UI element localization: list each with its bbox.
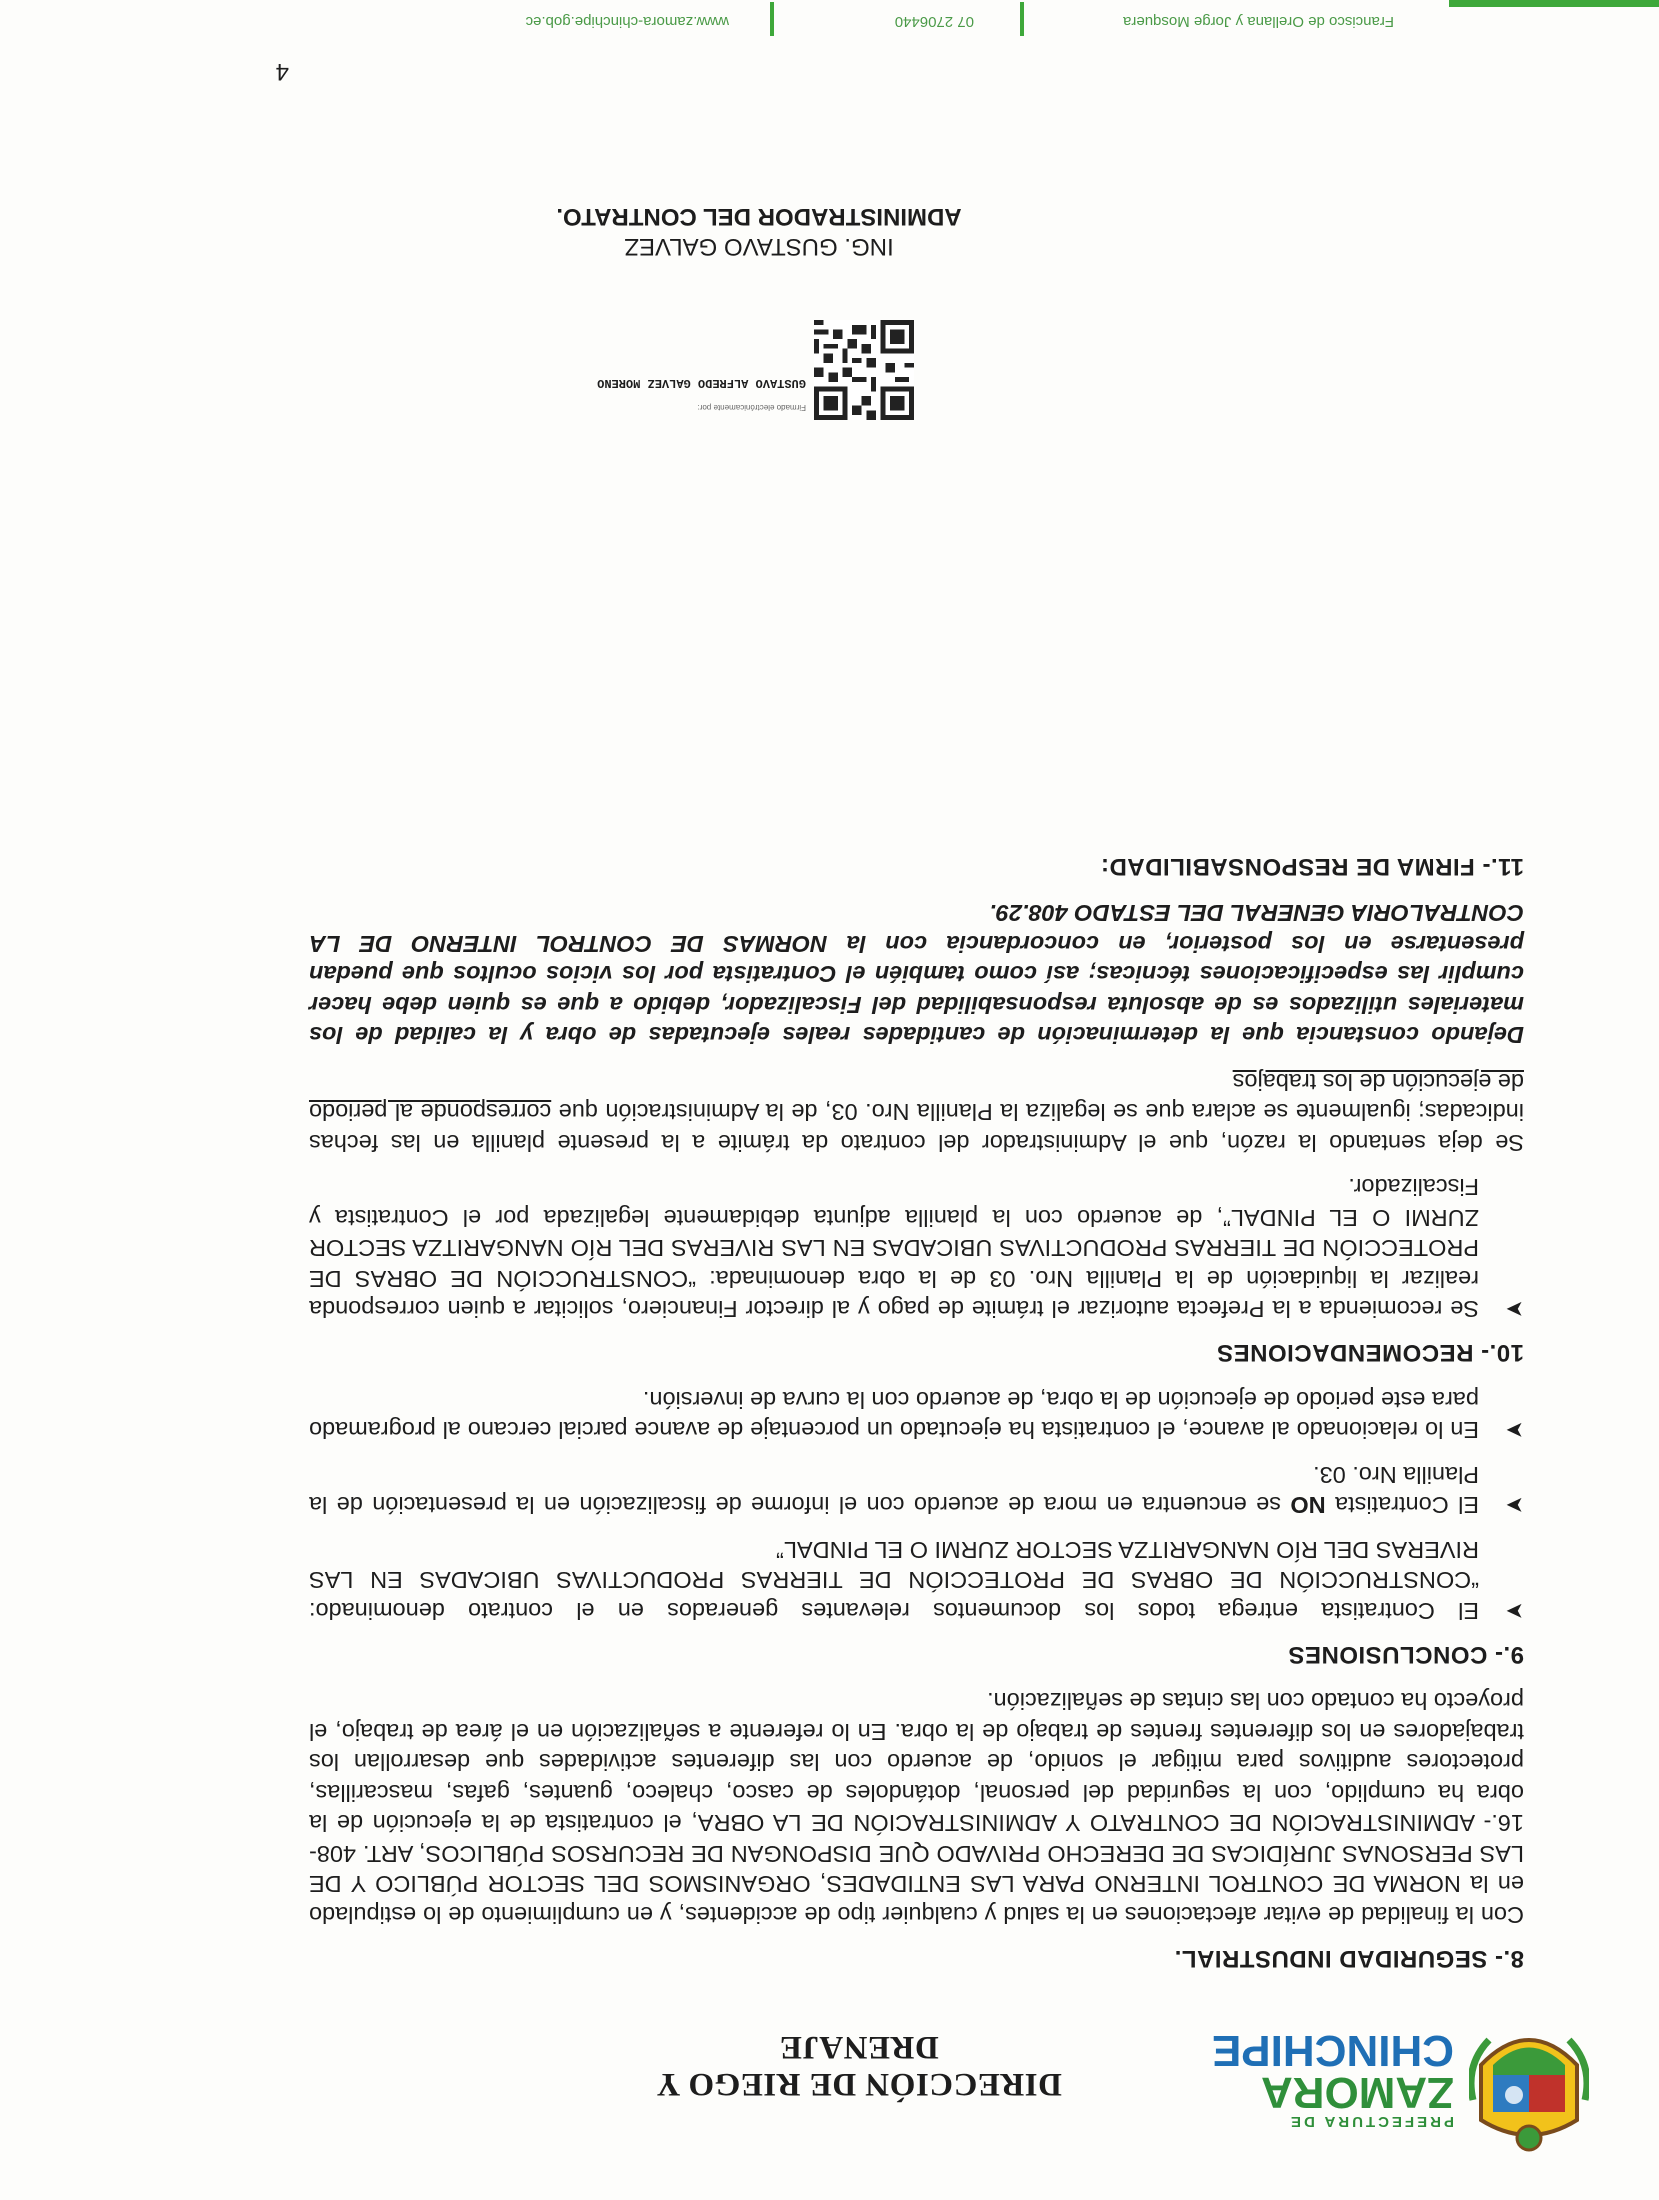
arrow-bullet-icon: ➤ (1505, 1599, 1524, 1624)
bullet-text: El Contratista entrega todos los documentos relevantes generados en el contrato denominado: “CONSTRUCCIÓN DE OBRAS DE PROTECCIÓN DE TIERRAS PRODUCTIVAS UBICADAS EN LAS RIVERAS DEL RÍO NANGARITZA SECTOR ZURMI O EL PINDAL” (309, 1537, 1479, 1624)
list-item (309, 1535, 1524, 1627)
qr-code-icon (814, 320, 914, 420)
arrow-bullet-icon: ➤ (1505, 1297, 1524, 1323)
signer-role: ADMINISTRADOR DEL CONTRATO. (556, 203, 962, 230)
bullet-text: En lo relacionado al avance, el contratista ha ejecutado un porcentaje de avance parcial cercano al programado para este periodo de ejecución de la obra, de acuerdo con la curva de inversión. (309, 1387, 1479, 1444)
section-paragraph: Dejando constancia que la determinación de cantidades reales ejecutadas de obra y la calidad de los materiales utilizados es de absoluta responsabilidad del Fiscalizador, debido a que es quien debe hacer cumplir las especificaciones técnicas; así como también el Contratista por los vicios ocultos que puedan presentarse en los posterior, en concordancia con la NORMAS DE CONTROL INTERNO DE LA CONTRALORIA GENERAL DEL ESTADO 408.29. (309, 900, 1524, 1049)
list-item (309, 1172, 1524, 1325)
prefecture-brand (1204, 2026, 1454, 2130)
footer-separator (770, 2, 774, 36)
brand-prefix: PREFECTURA DE (1288, 2113, 1454, 2130)
section-conclusions (309, 1385, 1524, 1669)
stamp-caption: Firmado electrónicamente por: (697, 403, 806, 412)
bullet-text-part: se encuentra en mora de acuerdo con el informe de fiscalización en la presentación de la Planilla Nro. 03. (309, 1462, 1479, 1519)
letterhead (89, 2010, 1589, 2160)
electronic-signature-stamp (584, 310, 914, 420)
arrow-bullet-icon: ➤ (1505, 1493, 1524, 1519)
brand-line-chinchipe: CHINCHIPE (1211, 2026, 1454, 2075)
coat-of-arms-icon (1469, 2015, 1589, 2160)
section-heading: 9.- CONCLUSIONES (1287, 1641, 1524, 1668)
footer-address: Francisco de Orellana y Jorge Mosquera (1123, 13, 1394, 30)
stamp-signer-name: GUSTAVO ALFREDO GALVEZ MORENO (597, 376, 806, 390)
signer-name: ING. GUSTAVO GALVEZ (624, 233, 894, 260)
bullet-emphasis: NO (1290, 1492, 1326, 1519)
arrow-bullet-icon: ➤ (1505, 1418, 1524, 1444)
list-item (309, 1460, 1524, 1521)
section-heading: 10.- RECOMENDACIONES (1216, 1339, 1524, 1367)
paragraph-underlined-part: corresponde al periodo de ejecución de los trabajos (308, 1069, 1524, 1126)
list-item (309, 1385, 1524, 1446)
bullet-text (309, 1460, 1479, 1521)
paragraph-part: Se deja sentando la razón, que el Administrador del contrato da trámite a la presente planilla en las fechas indicadas; igualmente se aclara que se legaliza la Planilla Nro. 03, de la Administración que (309, 1099, 1524, 1156)
section-heading: 11.- FIRMA DE RESPONSABILIDAD: (1100, 853, 1524, 880)
bullet-text-part: El Contratista (1325, 1492, 1479, 1519)
footer-phone: 07 2706440 (894, 13, 974, 30)
page-footer (44, 0, 1394, 30)
section-paragraph (309, 1067, 1524, 1159)
section-paragraph: Con la finalidad de evitar afectaciones en la salud y cualquier tipo de accidentes, y en cumplimiento de lo estipulado en la NORMA DE CONTROL INTERNO PARA LAS ENTIDADES, ORGANISMOS DEL SECTOR PÚBLICO Y DE LAS PERSONAS JURÍDICAS DE DERECHO PRIVADO QUE DISPONGAN DE RECURSOS PÚBLICOS, ART. 408-16.- ADMINISTRACIÓN DE CONTRATO Y ADMINISTRACIÓN DE LA OBRA, el contratista de la ejecución de la obra ha cumplido, con la seguridad del personal, dotándoles de casco, chaleco, guantes, gafas, mascarillas, protectores auditivos para mitigar el sonido, de acuerdo con las diferentes actividades que desarrollan los trabajadores en los diferentes frentes de trabajo de la obra. En lo referente a señalización en el área de trabajo, el proyecto ha contado con las cintas de señalización. (309, 1688, 1524, 1928)
section-recommendations (309, 898, 1524, 1367)
bullet-text: Se recomienda a la Prefecta autorizar el trámite de pago y al director Financiero, solicitar a quien corresponda realizar la liquidación de la Planilla Nro. 03 de la obra denominada: “CONSTRUCCIÓN DE OBRAS DE PROTECCIÓN DE TIERRAS PRODUCTIVAS UBICADAS EN LAS RIVERAS DEL RÍO NANGARITZA SECTOR ZURMI O EL PINDAL”, de acuerdo con la planilla adjunta debidamente legalizada por el Contratista y Fiscalizador. (309, 1174, 1479, 1323)
section-signature (309, 852, 1524, 880)
footer-website: www.zamora-chinchipe.gob.ec (525, 13, 729, 30)
section-heading: 8.- SEGURIDAD INDUSTRIAL. (1174, 1945, 1524, 1972)
report-body (309, 838, 1524, 1990)
section-industrial-safety (309, 1686, 1524, 1972)
scan-edge-line (1449, 0, 1659, 7)
brand-line-zamora: ZAMORA (1260, 2068, 1454, 2117)
footer-separator (1020, 2, 1024, 36)
department-title: DIRECCIÓN DE RIEGO Y DRENAJE (656, 2029, 1062, 2102)
page-number: 4 (275, 58, 289, 85)
